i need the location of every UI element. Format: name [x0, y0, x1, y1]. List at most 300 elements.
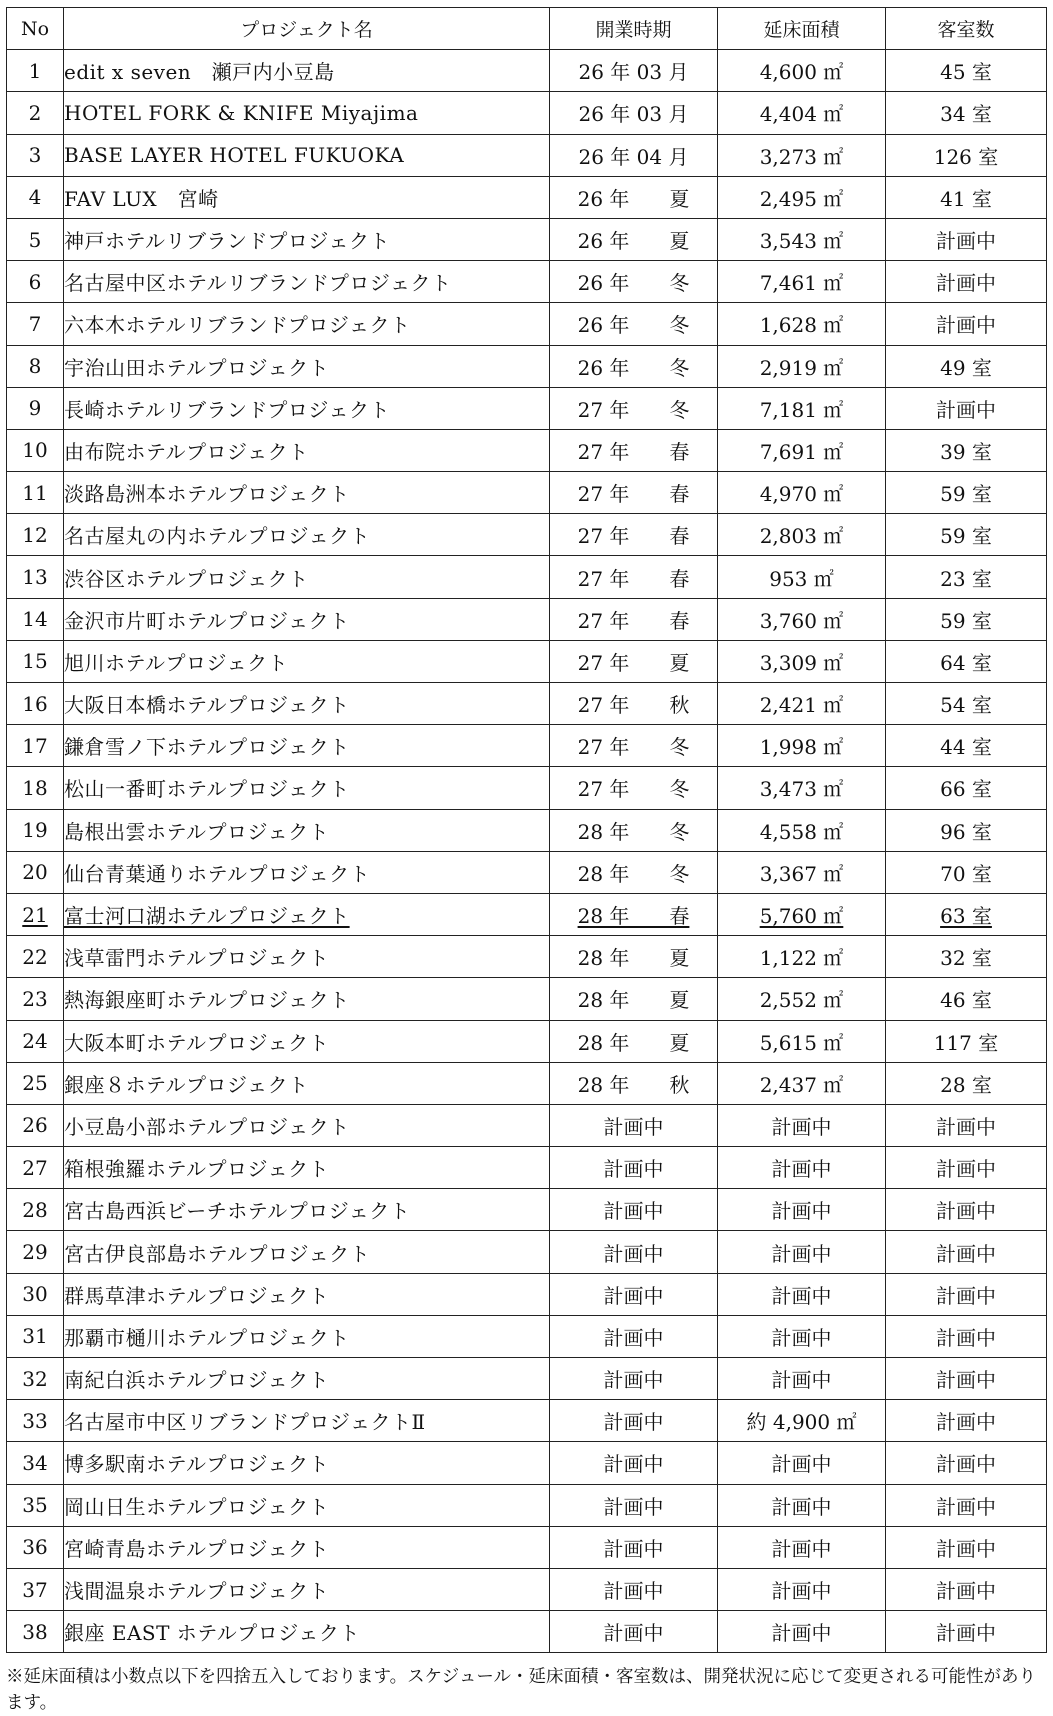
row-number-cell [7, 809, 64, 851]
room-count: 計画中 [936, 1410, 996, 1435]
project-name-cell [64, 725, 550, 767]
project-name-cell [64, 683, 550, 725]
floor-area: 4,404 ㎡ [759, 102, 844, 127]
row-number-cell [7, 1611, 64, 1653]
table-row [7, 1400, 1047, 1442]
project-name-cell [64, 598, 550, 640]
room-count: 計画中 [936, 1621, 996, 1646]
room-count: 44 室 [940, 735, 992, 760]
room-count-cell [886, 936, 1047, 978]
room-count-cell [886, 1315, 1047, 1357]
project-name-cell [64, 176, 550, 218]
room-count: 28 室 [940, 1072, 992, 1097]
project-name-cell [64, 1020, 550, 1062]
floor-area-cell [718, 1104, 886, 1146]
project-name-cell [64, 767, 550, 809]
row-number: 11 [22, 480, 48, 505]
room-count-cell [886, 1442, 1047, 1484]
project-name: BASE LAYER HOTEL FUKUOKA [64, 143, 405, 168]
table-row [7, 1231, 1047, 1273]
room-count-cell [886, 851, 1047, 893]
opening-date-cell [550, 218, 718, 260]
row-number-cell [7, 1315, 64, 1357]
project-name: 浅間温泉ホテルプロジェクト [64, 1579, 330, 1604]
opening-date-cell [550, 429, 718, 471]
row-number-cell [7, 1062, 64, 1104]
project-name: 名古屋市中区リブランドプロジェクトⅡ [64, 1410, 426, 1435]
floor-area-cell [718, 640, 886, 682]
opening-date: 27 年 春 [577, 524, 690, 549]
floor-area-cell [718, 1062, 886, 1104]
room-count: 計画中 [936, 1452, 996, 1477]
project-name: 岡山日生ホテルプロジェクト [64, 1494, 330, 1519]
project-name-cell [64, 1315, 550, 1357]
opening-date-cell [550, 556, 718, 598]
project-name-cell [64, 1568, 550, 1610]
project-name: 熱海銀座町ホテルプロジェクト [64, 988, 350, 1013]
opening-date: 27 年 冬 [577, 397, 690, 422]
row-number-cell [7, 261, 64, 303]
project-name: 六本木ホテルリブランドプロジェクト [64, 313, 411, 338]
footnote: ※延床面積は小数点以下を四捨五入しております。スケジュール・延床面積・客室数は、開発状況に応じて変更される可能性があります。 [6, 1667, 1037, 1713]
room-count: 49 室 [940, 355, 992, 380]
row-number-cell [7, 50, 64, 92]
project-name-cell [64, 556, 550, 598]
room-count-cell [886, 303, 1047, 345]
row-number-cell [7, 1147, 64, 1189]
opening-date: 計画中 [603, 1579, 664, 1604]
row-number: 31 [22, 1324, 48, 1349]
floor-area: 計画中 [771, 1579, 832, 1604]
table-row [7, 1315, 1047, 1357]
room-count-cell [886, 1104, 1047, 1146]
room-count-cell [886, 683, 1047, 725]
header-floor-area: 延床面積 [718, 8, 886, 50]
project-name: 松山一番町ホテルプロジェクト [64, 777, 350, 802]
row-number: 16 [22, 691, 48, 716]
opening-date: 28 年 秋 [577, 1072, 690, 1097]
floor-area-cell [718, 1273, 886, 1315]
room-count: 計画中 [936, 1536, 996, 1561]
project-name: 仙台青葉通りホテルプロジェクト [64, 861, 371, 886]
room-count-cell [886, 1020, 1047, 1062]
floor-area: 2,421 ㎡ [759, 693, 844, 718]
project-name-cell [64, 640, 550, 682]
project-name: 名古屋丸の内ホテルプロジェクト [64, 524, 371, 549]
floor-area-cell [718, 92, 886, 134]
floor-area: 計画中 [771, 1494, 832, 1519]
floor-area: 5,615 ㎡ [759, 1030, 844, 1055]
project-name: 宮古島西浜ビーチホテルプロジェクト [64, 1199, 411, 1224]
project-name-cell [64, 1189, 550, 1231]
opening-date-cell [550, 92, 718, 134]
table-row [7, 725, 1047, 767]
row-number: 19 [22, 818, 48, 843]
floor-area-cell [718, 936, 886, 978]
opening-date: 27 年 冬 [577, 735, 690, 760]
opening-date-cell [550, 1020, 718, 1062]
floor-area-cell [718, 598, 886, 640]
room-count-cell [886, 1484, 1047, 1526]
project-name: 渋谷区ホテルプロジェクト [64, 566, 309, 591]
room-count-cell [886, 92, 1047, 134]
room-count-cell [886, 1526, 1047, 1568]
opening-date: 26 年 03 月 [578, 102, 689, 127]
room-count: 66 室 [940, 777, 992, 802]
row-number: 9 [28, 396, 42, 421]
table-row [7, 134, 1047, 176]
floor-area-cell [718, 1526, 886, 1568]
project-name: 大阪日本橋ホテルプロジェクト [64, 693, 350, 718]
row-number: 8 [28, 354, 42, 379]
room-count-cell [886, 472, 1047, 514]
opening-date-cell [550, 1568, 718, 1610]
row-number: 3 [28, 143, 42, 168]
row-number-cell [7, 1273, 64, 1315]
table-row [7, 1526, 1047, 1568]
floor-area: 2,495 ㎡ [759, 186, 844, 211]
project-name: 淡路島洲本ホテルプロジェクト [64, 482, 350, 507]
room-count-cell [886, 598, 1047, 640]
room-count: 63 室 [940, 904, 992, 929]
room-count: 計画中 [936, 1157, 996, 1182]
row-number: 5 [28, 227, 42, 252]
project-name-cell [64, 1273, 550, 1315]
opening-date: 26 年 冬 [577, 313, 690, 338]
row-number: 21 [22, 902, 48, 927]
room-count-cell [886, 50, 1047, 92]
room-count-cell [886, 514, 1047, 556]
project-name: edit x seven 瀬戸内小豆島 [64, 60, 335, 85]
project-name-cell [64, 92, 550, 134]
floor-area: 3,473 ㎡ [759, 777, 844, 802]
floor-area: 約 4,900 ㎡ [746, 1410, 857, 1435]
project-name: 名古屋中区ホテルリブランドプロジェクト [64, 271, 452, 296]
floor-area-cell [718, 345, 886, 387]
room-count-cell [886, 1062, 1047, 1104]
room-count: 59 室 [940, 482, 992, 507]
project-name: FAV LUX 宮崎 [64, 186, 219, 211]
opening-date: 計画中 [603, 1114, 664, 1139]
table-row [7, 1147, 1047, 1189]
floor-area: 計画中 [771, 1199, 832, 1224]
project-name-cell [64, 429, 550, 471]
floor-area: 2,803 ㎡ [759, 524, 844, 549]
project-name: 金沢市片町ホテルプロジェクト [64, 608, 350, 633]
project-name-cell [64, 1231, 550, 1273]
row-number-cell [7, 1484, 64, 1526]
floor-area: 953 ㎡ [769, 566, 834, 591]
table-row [7, 1104, 1047, 1146]
table-row [7, 218, 1047, 260]
row-number: 20 [22, 860, 48, 885]
room-count: 126 室 [933, 144, 999, 169]
row-number-cell [7, 472, 64, 514]
project-name-cell [64, 134, 550, 176]
room-count-cell [886, 1273, 1047, 1315]
project-name: 小豆島小部ホテルプロジェクト [64, 1114, 350, 1139]
project-name-cell [64, 514, 550, 556]
opening-date: 26 年 夏 [577, 229, 690, 254]
opening-date-cell [550, 893, 718, 935]
floor-area-cell [718, 1400, 886, 1442]
room-count-cell [886, 1568, 1047, 1610]
row-number-cell [7, 683, 64, 725]
room-count-cell [886, 1400, 1047, 1442]
project-name: 箱根強羅ホテルプロジェクト [64, 1157, 330, 1182]
opening-date-cell [550, 387, 718, 429]
row-number-cell [7, 176, 64, 218]
table-row [7, 1484, 1047, 1526]
room-count-cell [886, 134, 1047, 176]
room-count: 計画中 [936, 1283, 996, 1308]
row-number-cell [7, 1442, 64, 1484]
opening-date-cell [550, 1358, 718, 1400]
opening-date-cell [550, 1189, 718, 1231]
opening-date: 計画中 [603, 1410, 664, 1435]
room-count: 59 室 [940, 524, 992, 549]
floor-area: 計画中 [771, 1452, 832, 1477]
opening-date: 計画中 [603, 1241, 664, 1266]
table-header-row [7, 8, 1047, 50]
opening-date: 計画中 [603, 1283, 664, 1308]
project-name-cell [64, 936, 550, 978]
row-number: 4 [28, 185, 42, 210]
table-row [7, 92, 1047, 134]
project-name: 宮崎青島ホテルプロジェクト [64, 1536, 330, 1561]
opening-date-cell [550, 683, 718, 725]
row-number-cell [7, 1400, 64, 1442]
floor-area: 2,919 ㎡ [759, 355, 844, 380]
floor-area-cell [718, 176, 886, 218]
floor-area-cell [718, 218, 886, 260]
table-row [7, 851, 1047, 893]
room-count: 計画中 [936, 1368, 996, 1393]
floor-area-cell [718, 1189, 886, 1231]
opening-date-cell [550, 1147, 718, 1189]
header-opening-date: 開業時期 [550, 8, 718, 50]
floor-area-cell [718, 851, 886, 893]
floor-area: 2,552 ㎡ [759, 988, 844, 1013]
opening-date-cell [550, 1442, 718, 1484]
floor-area-cell [718, 1442, 886, 1484]
project-name-cell [64, 851, 550, 893]
floor-area-cell [718, 1315, 886, 1357]
opening-date-cell [550, 936, 718, 978]
floor-area: 2,437 ㎡ [759, 1072, 844, 1097]
opening-date: 計画中 [603, 1452, 664, 1477]
row-number-cell [7, 1568, 64, 1610]
room-count: 117 室 [933, 1030, 999, 1055]
floor-area-cell [718, 1611, 886, 1653]
row-number: 18 [22, 775, 48, 800]
row-number: 35 [22, 1493, 48, 1518]
floor-area-cell [718, 1484, 886, 1526]
floor-area: 4,600 ㎡ [759, 60, 844, 85]
project-name-cell [64, 261, 550, 303]
row-number-cell [7, 387, 64, 429]
opening-date: 計画中 [603, 1199, 664, 1224]
project-name-cell [64, 218, 550, 260]
opening-date-cell [550, 598, 718, 640]
room-count: 34 室 [940, 102, 992, 127]
floor-area: 計画中 [771, 1241, 832, 1266]
row-number-cell [7, 978, 64, 1020]
opening-date: 計画中 [603, 1157, 664, 1182]
row-number: 33 [22, 1408, 48, 1433]
project-name: 由布院ホテルプロジェクト [64, 439, 309, 464]
project-name: 大阪本町ホテルプロジェクト [64, 1030, 330, 1055]
room-count: 計画中 [936, 1579, 996, 1604]
row-number: 13 [22, 565, 48, 590]
floor-area: 計画中 [771, 1114, 832, 1139]
table-row [7, 1611, 1047, 1653]
project-name-cell [64, 893, 550, 935]
opening-date: 計画中 [603, 1536, 664, 1561]
floor-area: 5,760 ㎡ [759, 904, 844, 929]
floor-area: 3,309 ㎡ [759, 650, 844, 675]
opening-date-cell [550, 1315, 718, 1357]
table-row [7, 176, 1047, 218]
floor-area-cell [718, 429, 886, 471]
opening-date: 27 年 春 [577, 439, 690, 464]
opening-date: 27 年 春 [577, 566, 690, 591]
row-number: 22 [22, 944, 48, 969]
opening-date: 28 年 夏 [577, 946, 690, 971]
opening-date-cell [550, 472, 718, 514]
project-name-cell [64, 1526, 550, 1568]
opening-date-cell [550, 514, 718, 556]
project-name-cell [64, 1104, 550, 1146]
row-number: 6 [28, 269, 42, 294]
project-name: 宮古伊良部島ホテルプロジェクト [64, 1241, 371, 1266]
opening-date: 27 年 冬 [577, 777, 690, 802]
table-row [7, 514, 1047, 556]
project-name-cell [64, 50, 550, 92]
opening-date-cell [550, 134, 718, 176]
floor-area: 4,558 ㎡ [759, 819, 844, 844]
row-number-cell [7, 556, 64, 598]
row-number: 29 [22, 1240, 48, 1265]
room-count-cell [886, 1189, 1047, 1231]
row-number: 38 [22, 1619, 48, 1644]
floor-area: 計画中 [771, 1283, 832, 1308]
room-count-cell [886, 429, 1047, 471]
opening-date-cell [550, 50, 718, 92]
floor-area: 1,998 ㎡ [759, 735, 844, 760]
room-count: 計画中 [936, 313, 996, 338]
opening-date: 27 年 春 [577, 482, 690, 507]
project-name: 富士河口湖ホテルプロジェクト [64, 904, 350, 929]
row-number: 10 [22, 438, 48, 463]
row-number-cell [7, 1231, 64, 1273]
row-number: 12 [22, 522, 48, 547]
room-count-cell [886, 345, 1047, 387]
opening-date: 26 年 04 月 [578, 144, 689, 169]
room-count: 46 室 [940, 988, 992, 1013]
floor-area: 計画中 [771, 1621, 832, 1646]
project-name-cell [64, 1442, 550, 1484]
floor-area: 3,367 ㎡ [759, 861, 844, 886]
room-count: 計画中 [936, 1494, 996, 1519]
floor-area-cell [718, 683, 886, 725]
floor-area-cell [718, 1020, 886, 1062]
floor-area-cell [718, 387, 886, 429]
room-count-cell [886, 1147, 1047, 1189]
floor-area: 計画中 [771, 1325, 832, 1350]
table-row [7, 1568, 1047, 1610]
opening-date-cell [550, 1062, 718, 1104]
table-row [7, 809, 1047, 851]
row-number: 26 [22, 1113, 48, 1138]
row-number-cell [7, 345, 64, 387]
opening-date-cell [550, 1484, 718, 1526]
row-number: 27 [22, 1155, 48, 1180]
opening-date-cell [550, 809, 718, 851]
table-row [7, 640, 1047, 682]
floor-area-cell [718, 134, 886, 176]
row-number: 17 [22, 733, 48, 758]
floor-area-cell [718, 809, 886, 851]
floor-area-cell [718, 50, 886, 92]
room-count-cell [886, 556, 1047, 598]
floor-area: 7,181 ㎡ [759, 397, 844, 422]
room-count: 96 室 [940, 819, 992, 844]
project-name: 南紀白浜ホテルプロジェクト [64, 1368, 330, 1393]
opening-date-cell [550, 1611, 718, 1653]
project-name-cell [64, 1400, 550, 1442]
room-count: 計画中 [936, 397, 996, 422]
floor-area: 4,970 ㎡ [759, 482, 844, 507]
table-row [7, 1358, 1047, 1400]
table-row [7, 50, 1047, 92]
floor-area-cell [718, 767, 886, 809]
floor-area-cell [718, 893, 886, 935]
room-count-cell [886, 1358, 1047, 1400]
table-row [7, 767, 1047, 809]
table-row [7, 429, 1047, 471]
room-count: 計画中 [936, 1241, 996, 1266]
header-no: No [7, 8, 64, 50]
table-row [7, 1273, 1047, 1315]
table-row [7, 387, 1047, 429]
project-name: 旭川ホテルプロジェクト [64, 650, 289, 675]
opening-date: 28 年 冬 [577, 819, 690, 844]
floor-area-cell [718, 1358, 886, 1400]
row-number: 15 [22, 649, 48, 674]
opening-date-cell [550, 978, 718, 1020]
room-count-cell [886, 1231, 1047, 1273]
room-count-cell [886, 218, 1047, 260]
floor-area-cell [718, 556, 886, 598]
table-row [7, 261, 1047, 303]
opening-date: 26 年 03 月 [578, 60, 689, 85]
row-number: 24 [22, 1029, 48, 1054]
room-count: 64 室 [940, 650, 992, 675]
table-row [7, 303, 1047, 345]
room-count-cell [886, 387, 1047, 429]
room-count-cell [886, 261, 1047, 303]
header-project-name: プロジェクト名 [64, 8, 550, 50]
row-number-cell [7, 303, 64, 345]
row-number-cell [7, 1020, 64, 1062]
floor-area-cell [718, 1231, 886, 1273]
opening-date: 27 年 夏 [577, 650, 690, 675]
floor-area: 7,691 ㎡ [759, 439, 844, 464]
project-name-cell [64, 1147, 550, 1189]
project-name: 浅草雷門ホテルプロジェクト [64, 946, 330, 971]
room-count: 70 室 [940, 861, 992, 886]
